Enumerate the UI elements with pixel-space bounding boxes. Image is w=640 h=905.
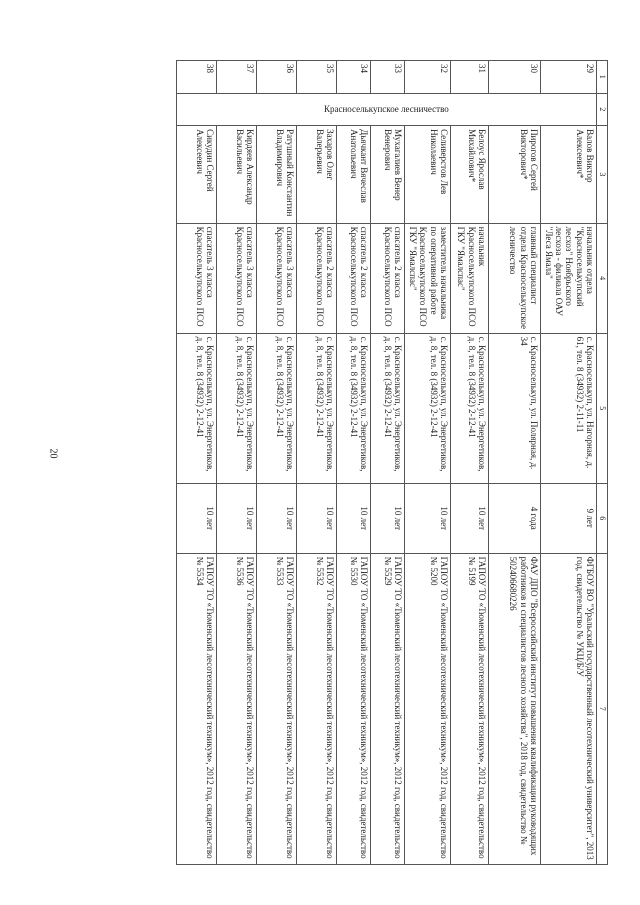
personnel-table [176, 60, 608, 865]
department-cell: Красноселькупское лесничество [177, 93, 597, 126]
table-cell: начальник отдела "Красноселькупский лесхоз" Ноябрьского лесхоза - филиала ОАУ "Леса Ямала" [541, 223, 597, 333]
table-row [371, 61, 405, 865]
header-cell: 2 [597, 93, 608, 126]
table-cell: 10 лет [371, 483, 405, 553]
header-cell: 5 [597, 333, 608, 483]
table-cell: с. Красноселькуп, ул. Энергетиков, д. 8, тел. 8 (34932) 2-12-41 [337, 333, 371, 483]
table-row [489, 61, 541, 865]
table-cell: 10 лет [337, 483, 371, 553]
table-cell: с. Красноселькуп, ул. Энергетиков, д. 8, тел. 8 (34932) 2-12-41 [217, 333, 257, 483]
table-cell: с. Красноселькуп, ул. Энергетиков, д. 8, тел. 8 (34932) 2-12-41 [405, 333, 451, 483]
table-cell: с. Красноселькуп, ул. Полярная, д. 34 [489, 333, 541, 483]
table-row [337, 61, 371, 865]
table-row [297, 61, 337, 865]
table-cell: спасатель 2 класса Красноселькупского ПСО [297, 223, 337, 333]
table-row [541, 61, 597, 865]
table-cell: Валов Виктор Алексеевич* [541, 126, 597, 224]
table-cell: с. Красноселькуп, ул. Энергетиков, д. 8, тел. 8 (34932) 2-12-41 [297, 333, 337, 483]
table-row [177, 61, 217, 865]
table-row [257, 61, 297, 865]
table-cell: спасатель 3 класса Красноселькупского ПСО [177, 223, 217, 333]
header-cell: 4 [597, 223, 608, 333]
table-cell: спасатель 3 класса Красноселькупского ПСО [217, 223, 257, 333]
table-cell: 10 лет [405, 483, 451, 553]
table-cell: 38 [177, 61, 217, 94]
table-cell: 34 [337, 61, 371, 94]
table-cell: с. Красноселькуп, ул. Энергетиков, д. 8, тел. 8 (34932) 2-12-41 [371, 333, 405, 483]
table-cell: ГАПОУ ТО «Тюменский лесотехнический техникум», 2012 год, свидетельство № 5529 [371, 553, 405, 864]
table-row [405, 61, 451, 865]
table-cell: ФГБОУ ВО "Уральский государственный лесотехнический университет", 2013 год, свидетельство № УКЦ/Б/У [541, 553, 597, 864]
table-cell: 35 [297, 61, 337, 94]
table-cell: Дьячкант Вячеслав Анатольевич [337, 126, 371, 224]
header-cell: 3 [597, 126, 608, 224]
table-row [451, 61, 489, 865]
table-cell: ГАПОУ ТО «Тюменский лесотехнический техникум», 2012 год, свидетельство № 5533 [257, 553, 297, 864]
table-cell: заместитель начальника по оперативной работе Красноселькупского ПСО ГКУ "Ямалспас" [405, 223, 451, 333]
table-cell: начальник Красноселькупского ПСО ГКУ "Ямалспас" [451, 223, 489, 333]
table-cell: ГАПОУ ТО «Тюменский лесотехнический техникум», 2012 год, свидетельство № 5199 [451, 553, 489, 864]
table-body [177, 61, 597, 865]
table-cell: ГАПОУ ТО «Тюменский лесотехнический техникум», 2012 год, свидетельство № 5200 [405, 553, 451, 864]
document-table-container [88, 60, 608, 865]
table-cell: 30 [489, 61, 541, 94]
table-cell: Сикудин Сергей Алексеевич [177, 126, 217, 224]
header-cell: 7 [597, 553, 608, 864]
table-cell: 36 [257, 61, 297, 94]
table-cell: 33 [371, 61, 405, 94]
table-cell: Селиверстов Лев Николаевич [405, 126, 451, 224]
table-cell: 10 лет [217, 483, 257, 553]
table-cell: 10 лет [451, 483, 489, 553]
table-cell: с. Красноселькуп, ул. Энергетиков, д. 8, тел. 8 (34932) 2-12-41 [257, 333, 297, 483]
table-cell: спасатель 3 класса Красноселькупского ПСО [257, 223, 297, 333]
page-number: 20 [47, 448, 59, 459]
table-cell: ФАУ ДПО "Всероссийский институт повышения квалификации руководящих работников и специалистов лесного хозяйства", 2018 год, свидетельство № 502406680226 [489, 553, 541, 864]
table-cell: спасатель 2 класса Красноселькупского ПСО [371, 223, 405, 333]
table-row [217, 61, 257, 865]
table-cell: 10 лет [177, 483, 217, 553]
table-cell: Пирогов Сергей Викторович* [489, 126, 541, 224]
table-cell: Кирдяев Александр Васильевич [217, 126, 257, 224]
header-cell: 1 [597, 61, 608, 94]
table-cell: спасатель 2 класса Красноселькупского ПСО [337, 223, 371, 333]
table-cell: 9 лет [541, 483, 597, 553]
table-cell: ГАПОУ ТО «Тюменский лесотехнический техникум», 2012 год, свидетельство № 5530 [337, 553, 371, 864]
table-cell: с. Красноселькуп, ул. Энергетиков, д. 8, тел. 8 (34932) 2-12-41 [451, 333, 489, 483]
table-cell: 32 [405, 61, 451, 94]
header-cell: 6 [597, 483, 608, 553]
table-cell: ГАПОУ ТО «Тюменский лесотехнический техникум», 2012 год, свидетельство № 5532 [297, 553, 337, 864]
table-cell: 10 лет [257, 483, 297, 553]
table-cell: 37 [217, 61, 257, 94]
header-row [597, 61, 608, 865]
table-cell: 29 [541, 61, 597, 94]
table-cell: ГАПОУ ТО «Тюменский лесотехнический техникум», 2012 год, свидетельство № 5536 [217, 553, 257, 864]
table-cell: с. Красноселькуп, ул. Энергетиков, д. 8, тел. 8 (34932) 2-12-41 [177, 333, 217, 483]
table-cell: главный специалист отдела Красноселькупское лесничество [489, 223, 541, 333]
table-cell: 10 лет [297, 483, 337, 553]
table-cell: Белоус Ярослав Михайлович* [451, 126, 489, 224]
table-cell: 31 [451, 61, 489, 94]
table-cell: Мухагалиев Венер Венерович [371, 126, 405, 224]
table-cell: с. Красноселькуп, ул. Нагорная, д. 61, тел. 8 (34932) 2-11-11 [541, 333, 597, 483]
table-cell: 4 года [489, 483, 541, 553]
table-cell: Захаров Олег Валерьевич [297, 126, 337, 224]
table-cell: ГАПОУ ТО «Тюменский лесотехнический техникум», 2012 год, свидетельство № 5534 [177, 553, 217, 864]
table-cell: Ратушный Константин Владимирович [257, 126, 297, 224]
